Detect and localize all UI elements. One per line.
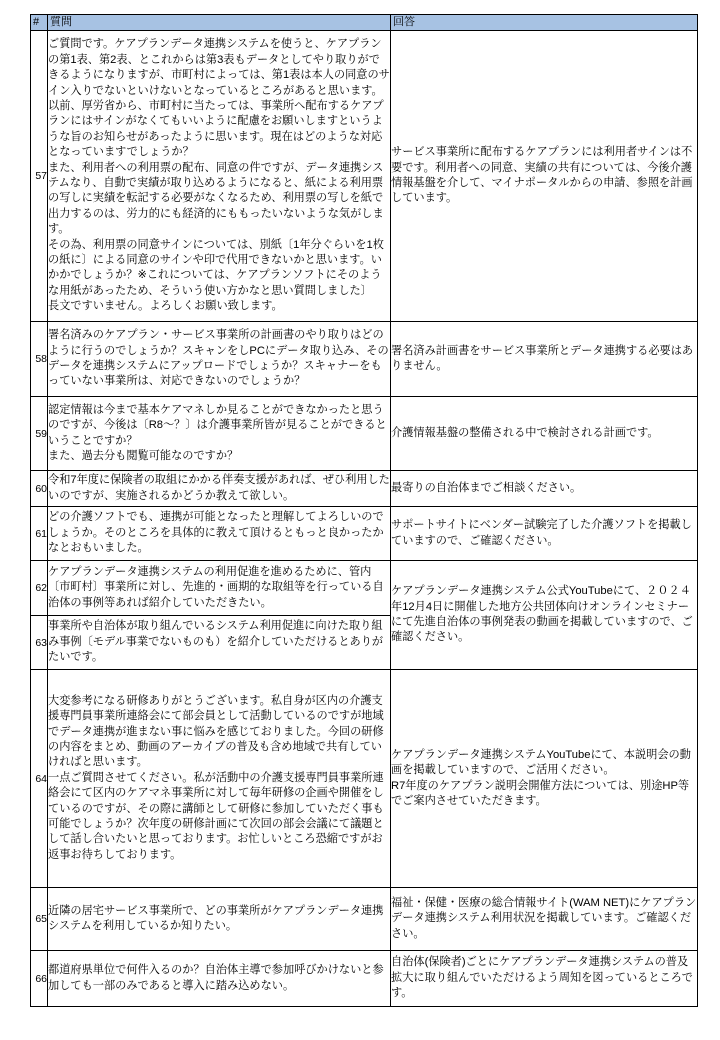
row-number-cell: 66 [31, 951, 48, 1007]
answer-cell [391, 322, 698, 397]
answer-cell [391, 561, 698, 670]
answer-paragraph: 最寄りの自治体までご相談ください。 [391, 481, 582, 494]
table-row [31, 507, 698, 561]
answer-cell [391, 397, 698, 471]
answer-paragraph: R7年度のケアプラン説明会開催方法については、別途HP等でご案内させていただきます。 [391, 779, 690, 807]
row-number-cell: 57 [31, 31, 48, 322]
column-header-number-label: # [33, 16, 40, 28]
answer-cell [391, 507, 698, 561]
table-header [31, 15, 698, 31]
question-cell [48, 471, 391, 507]
question-paragraph: 一点ご質問させてください。私が活動中の介護支援専門員事業所連絡会にて区内のケアマネ事業所に対して毎年研修の企画や開催をしているのですが、その際に講師として研修に参加していただく事も可能でしょうか？次年度の研修計画にて次回の部会会議にて議題として話し合いたいと思っております。お忙しいところ恐縮ですがお返事お待ちしております。 [48, 771, 384, 861]
table-row [31, 670, 698, 888]
question-cell [48, 670, 391, 888]
table-row [31, 561, 698, 616]
answer-paragraph: 介護情報基盤の整備される中で検討される計画です。 [391, 426, 659, 439]
question-cell [48, 322, 391, 397]
question-paragraph: ご質問です。ケアプランデータ連携システムを使うと、ケアプランの第1表、第2表、とこれからは第3表もデータとしてやり取りができるようになりますが、市町村によっては、第1表は本人の同意のサイン入りでないといけないとなっているところがあると思います。以前、厚労省から、市町村に当たっては、事業所へ配布するケアプランにはサインがなくてもいいように配慮をお願いしますというような旨のお知らせがあったように思います。現在はどのような対応となっていますでしょうか？ [48, 38, 390, 159]
question-cell [48, 507, 391, 561]
row-number-cell: 65 [31, 888, 48, 951]
answer-cell [391, 888, 698, 951]
question-cell [48, 561, 391, 616]
question-paragraph: その為、利用票の同意サインについては、別紙〔1年分ぐらいを1枚の紙に〕による同意のサインや印で代用できないかと思います。いかかでしょうか？※これについては、ケアプランソフトにそのような用紙があったため、そういう使い方かなと思い質問しました〕 [48, 238, 384, 297]
answer-paragraph: ケアプランデータ連携システム公式YouTubeにて、２０２４年12月4日に開催した地方公共団体向けオンラインセミナーにて先進自治体の事例発表の動画を掲載していますので、ご確認ください。 [391, 585, 693, 644]
answer-cell [391, 670, 698, 888]
row-number-cell: 62 [31, 561, 48, 616]
question-cell [48, 397, 391, 471]
answer-paragraph: 福祉・保健・医療の総合情報サイト(WAM NET)にケアプランデータ連携システム利用状況を掲載しています。ご確認ください。 [391, 896, 697, 940]
qa-sheet [30, 14, 697, 1007]
answer-cell [391, 31, 698, 322]
question-cell [48, 616, 391, 670]
question-cell [48, 951, 391, 1007]
column-header-answer [391, 15, 698, 31]
column-header-question [48, 15, 391, 31]
question-paragraph: 長文ですいません。よろしくお願い致します。 [48, 300, 283, 313]
table-row [31, 471, 698, 507]
column-header-answer-label: 回答 [393, 16, 415, 28]
answer-paragraph: サービス事業所に配布するケアプランには利用者サインは不要です。利用者への同意、実績の共有については、今後介護情報基盤を介して、マイナポータルからの申請、参照を計画しています。 [391, 146, 693, 205]
row-number-cell: 60 [31, 471, 48, 507]
question-cell [48, 888, 391, 951]
table-row [31, 322, 698, 397]
table-row [31, 31, 698, 322]
answer-paragraph: 自治体(保険者)ごとにケアプランデータ連携システムの普及拡大に取り組んでいただけるよう周知を図っているところです。 [391, 956, 693, 1000]
column-header-number [31, 15, 48, 31]
question-paragraph: どの介護ソフトでも、連携が可能となったと理解してよろしいのでしょうか。そのところを具体的に教えて頂けるともっと良かったかなとおもいました。 [48, 511, 384, 555]
question-paragraph: また、利用者への利用票の配布、同意の件ですが、データ連携システムなり、自動で実績が取り込めるようになると、紙による利用票の写しに実績を転記する必要がなくなるため、利用票の写しを紙で出力するのは、労力的にも経済的にももったいないような気がします。 [48, 161, 384, 236]
row-number-cell: 63 [31, 616, 48, 670]
table-row [31, 397, 698, 471]
question-paragraph: 事業所や自治体が取り組んでいるシステム利用促進に向けた取り組み事例〔モデル事業でないものも）を紹介していただけるとありがたいです。 [48, 620, 384, 664]
row-number-cell: 64 [31, 670, 48, 888]
question-paragraph: 都道府県単位で何件入るのか？自治体主導で参加呼びかけないと参加しても一部のみであると導入に踏み込めない。 [48, 964, 384, 992]
table-row [31, 888, 698, 951]
header-row [31, 15, 698, 31]
question-paragraph: ケアプランデータ連携システムの利用促進を進めるために、管内〔市町村〕事業所に対し、先進的・画期的な取組等を行っている自治体の事例等あれば紹介していただきたい。 [48, 565, 384, 609]
row-number-cell: 59 [31, 397, 48, 471]
row-number-cell: 61 [31, 507, 48, 561]
question-paragraph: 令和7年度に保険者の取組にかかる伴奏支援があれば、ぜひ利用したいのですが、実施されるかどうか教えて欲しい。 [48, 474, 390, 502]
question-paragraph: 認定情報は今まで基本ケアマネしか見ることができなかったと思うのですが、今後は〔R8〜？〕は介護事業所皆が見ることができるということですか？ [48, 403, 387, 447]
question-cell [48, 31, 391, 322]
column-header-question-label: 質問 [50, 16, 72, 28]
table-row [31, 951, 698, 1007]
qa-table [30, 14, 698, 1007]
table-body [31, 31, 698, 1007]
answer-paragraph: ケアプランデータ連携システムYouTubeにて、本説明会の動画を掲載していますので、ご活用ください。 [391, 748, 691, 777]
question-paragraph: また、過去分も閲覧可能なのですか？ [48, 449, 239, 462]
question-paragraph: 近隣の居宅サービス事業所で、どの事業所がケアプランデータ連携システムを利用しているか知りたい。 [48, 904, 384, 932]
answer-cell [391, 951, 698, 1007]
row-number-cell: 58 [31, 322, 48, 397]
answer-cell [391, 471, 698, 507]
question-paragraph: 署名済みのケアプラン・サービス事業所の計画書のやり取りはどのように行うのでしょうか？スキャンをしPCにデータ取り込み、そのデータを連携システムにアップロードでしょうか？スキャナーをもっていない事業所は、対応できないのでしょうか？ [48, 329, 389, 388]
answer-paragraph: サポートサイトにベンダー試験完了した介護ソフトを掲載していますので、ご確認ください。 [391, 519, 692, 547]
answer-paragraph: 署名済み計画書をサービス事業所とデータ連携する必要はありません。 [391, 344, 694, 372]
question-paragraph: 大変参考になる研修ありがとうございます。私自身が区内の介護支援専門員事業所連絡会にて部会員として活動しているのですが地域でデータ連携が進まない事に悩みを感じておりました。今回の研修の内容をまとめ、動画のアーカイブの普及も含め地域で共有していければと思います。 [48, 694, 384, 769]
